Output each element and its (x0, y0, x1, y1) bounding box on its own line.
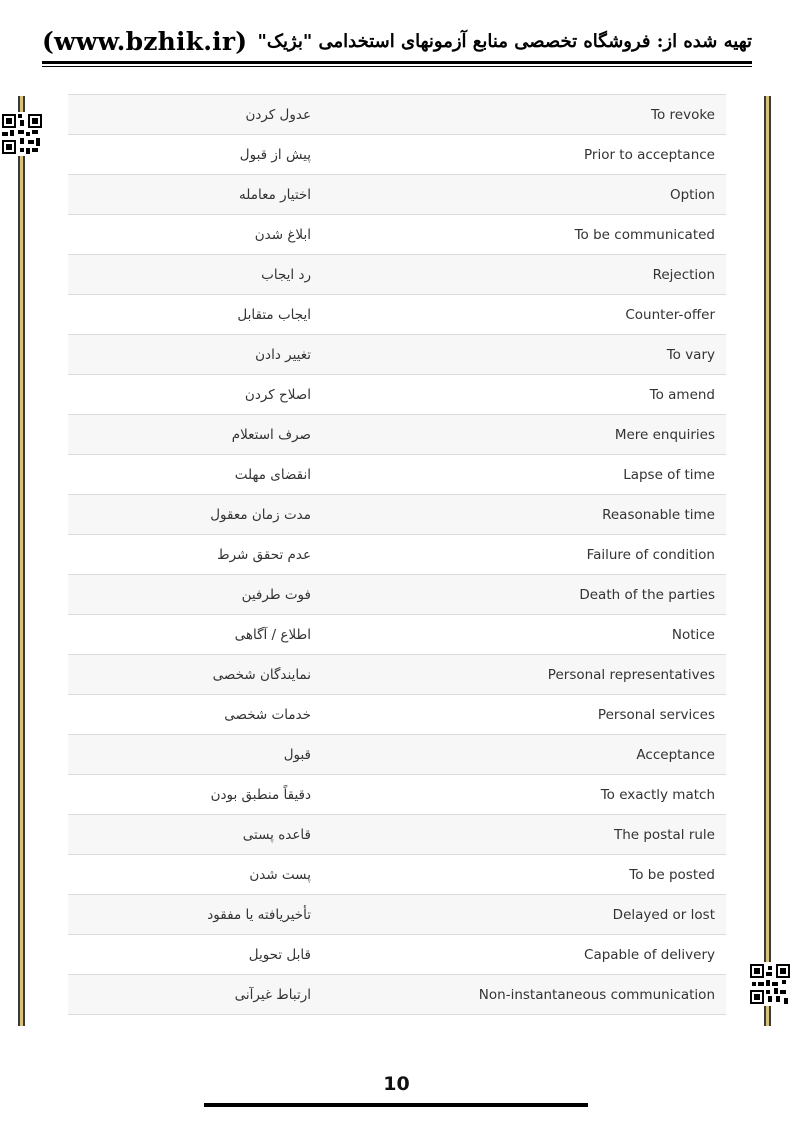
english-term: To revoke (322, 95, 726, 135)
persian-term: قبول (68, 735, 322, 775)
table-row (68, 535, 726, 575)
header-rule-thin (42, 66, 752, 67)
persian-term: دقیقاً منطبق بودن (68, 775, 322, 815)
table-row (68, 215, 726, 255)
footer-rule (204, 1103, 588, 1107)
persian-term: صرف استعلام (68, 415, 322, 455)
english-term: To be posted (322, 855, 726, 895)
table-row (68, 775, 726, 815)
english-term: Capable of delivery (322, 935, 726, 975)
english-term: Notice (322, 615, 726, 655)
english-term: Reasonable time (322, 495, 726, 535)
persian-term: ایجاب متقابل (68, 295, 322, 335)
table-row (68, 255, 726, 295)
table-row (68, 95, 726, 135)
english-term: To amend (322, 375, 726, 415)
table-row (68, 655, 726, 695)
english-term: Rejection (322, 255, 726, 295)
persian-term: پست شدن (68, 855, 322, 895)
persian-term: عدول کردن (68, 95, 322, 135)
header-rule-thick (42, 61, 752, 64)
english-term: Option (322, 175, 726, 215)
english-term: The postal rule (322, 815, 726, 855)
persian-term: پیش از قبول (68, 135, 322, 175)
persian-term: اصلاح کردن (68, 375, 322, 415)
table-row (68, 855, 726, 895)
english-term: Failure of condition (322, 535, 726, 575)
qr-code-icon (0, 112, 44, 156)
table-row (68, 815, 726, 855)
table-row (68, 295, 726, 335)
table-row (68, 455, 726, 495)
table-row (68, 575, 726, 615)
english-term: Prior to acceptance (322, 135, 726, 175)
table-row (68, 375, 726, 415)
table-row (68, 735, 726, 775)
table-row (68, 135, 726, 175)
english-term: To exactly match (322, 775, 726, 815)
table-row (68, 415, 726, 455)
page-header (42, 22, 752, 60)
english-term: Counter-offer (322, 295, 726, 335)
persian-term: اختیار معامله (68, 175, 322, 215)
table-row (68, 615, 726, 655)
persian-term: فوت طرفین (68, 575, 322, 615)
english-term: Mere enquiries (322, 415, 726, 455)
english-term: To be communicated (322, 215, 726, 255)
left-border (18, 96, 26, 1026)
persian-term: انقضای مهلت (68, 455, 322, 495)
english-term: To vary (322, 335, 726, 375)
header-site: (www.bzhik.ir) (42, 26, 248, 56)
table-row (68, 495, 726, 535)
english-term: Delayed or lost (322, 895, 726, 935)
persian-term: ارتباط غیرآنی (68, 975, 322, 1015)
english-term: Death of the parties (322, 575, 726, 615)
english-term: Lapse of time (322, 455, 726, 495)
persian-term: اطلاع / آگاهی (68, 615, 322, 655)
table-row (68, 175, 726, 215)
english-term: Personal representatives (322, 655, 726, 695)
persian-term: ابلاغ شدن (68, 215, 322, 255)
persian-term: قاعده پستی (68, 815, 322, 855)
vocabulary-table (68, 94, 726, 1015)
persian-term: رد ایجاب (68, 255, 322, 295)
header-title: تهیه شده از: فروشگاه تخصصی منابع آزمونهای استخدامی "بژیک" (257, 30, 752, 52)
persian-term: قابل تحویل (68, 935, 322, 975)
right-border (764, 96, 772, 1026)
persian-term: خدمات شخصی (68, 695, 322, 735)
persian-term: تغییر دادن (68, 335, 322, 375)
persian-term: تأخیریافته یا مفقود (68, 895, 322, 935)
english-term: Non-instantaneous communication (322, 975, 726, 1015)
table-row (68, 895, 726, 935)
persian-term: مدت زمان معقول (68, 495, 322, 535)
table-row (68, 935, 726, 975)
english-term: Personal services (322, 695, 726, 735)
page-number: 10 (383, 1073, 410, 1095)
persian-term: عدم تحقق شرط (68, 535, 322, 575)
table-row (68, 695, 726, 735)
persian-term: نمایندگان شخصی (68, 655, 322, 695)
qr-code-icon (748, 962, 792, 1006)
english-term: Acceptance (322, 735, 726, 775)
table-row (68, 975, 726, 1015)
table-row (68, 335, 726, 375)
